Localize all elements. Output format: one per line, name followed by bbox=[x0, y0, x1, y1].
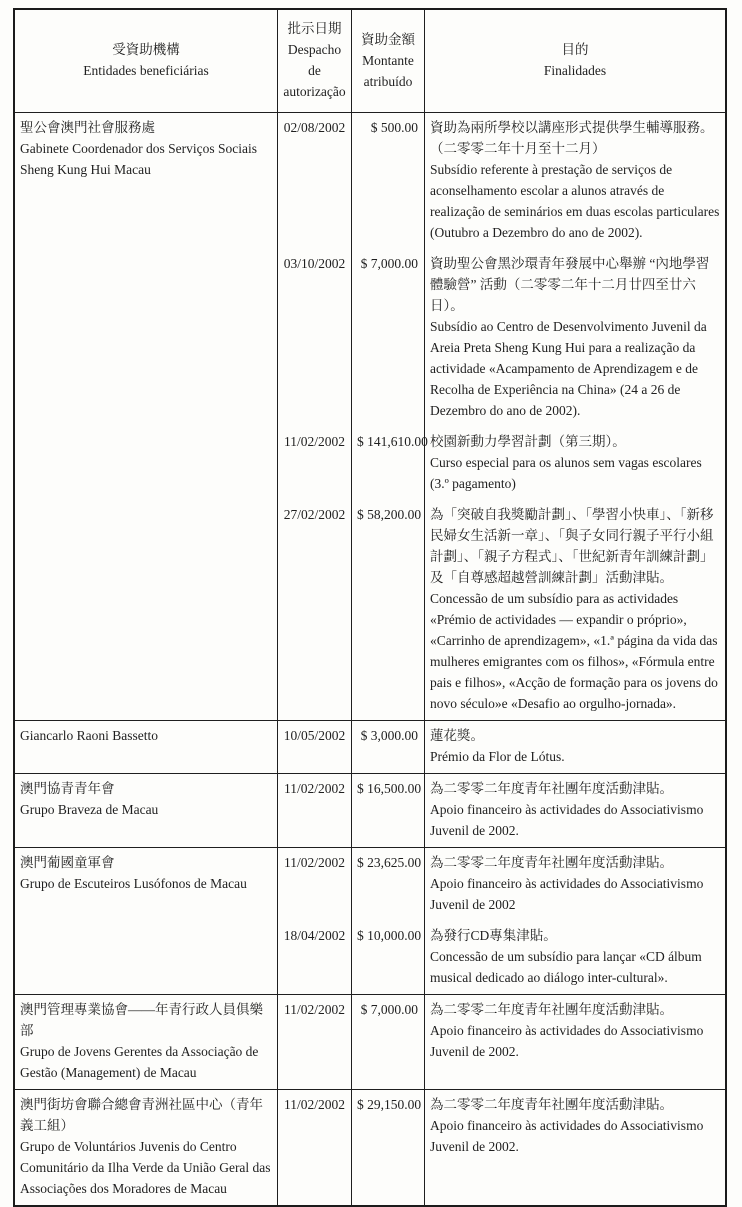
purpose-zh: 資助聖公會黑沙環青年發展中心舉辦 “內地學習體驗營” 活動（二零零二年十二月廿四至廿六日）。 bbox=[430, 256, 710, 313]
entity-name-zh: 澳門街坊會聯合總會青洲社區中心（青年義工組） bbox=[20, 1097, 263, 1133]
purpose-pt: Prémio da Flor de Lótus. bbox=[430, 749, 565, 764]
amount-cell: $ 7,000.00 bbox=[352, 249, 425, 427]
date-cell: 27/02/2002 bbox=[278, 500, 352, 720]
entity-name-zh: 澳門葡國童軍會 bbox=[20, 855, 115, 870]
header-amount-zh: 資助金額 bbox=[361, 31, 415, 47]
entity-cell bbox=[15, 112, 278, 720]
header-amount bbox=[352, 10, 425, 112]
amount-cell: $ 10,000.00 bbox=[352, 921, 425, 994]
purpose-zh: 為二零零二年度青年社團年度活動津貼。 bbox=[430, 855, 673, 870]
purpose-cell bbox=[425, 1089, 725, 1205]
date-cell: 11/02/2002 bbox=[278, 427, 352, 500]
purpose-pt: Apoio financeiro às actividades do Associativismo Juvenil de 2002. bbox=[430, 802, 704, 838]
purpose-cell bbox=[425, 249, 725, 427]
entity-cell bbox=[15, 720, 278, 773]
purpose-zh: 資助為兩所學校以講座形式提供學生輔導服務。（二零零二年十月至十二月） bbox=[430, 120, 714, 156]
header-purpose bbox=[425, 10, 725, 112]
amount-cell: $ 500.00 bbox=[352, 112, 425, 249]
entity-name-pt: Grupo de Voluntários Juvenis do Centro Comunitário da Ilha Verde da União Geral das Associações dos Moradores de Macau bbox=[20, 1139, 271, 1196]
purpose-zh: 為發行CD專集津貼。 bbox=[430, 928, 557, 943]
purpose-pt: Apoio financeiro às actividades do Associativismo Juvenil de 2002. bbox=[430, 1023, 704, 1059]
subsidy-table bbox=[13, 8, 727, 1207]
amount-cell: $ 7,000.00 bbox=[352, 994, 425, 1089]
purpose-pt: Curso especial para os alunos sem vagas escolares (3.º pagamento) bbox=[430, 455, 702, 491]
purpose-cell bbox=[425, 500, 725, 720]
header-entity bbox=[15, 10, 278, 112]
entity-name-zh: 澳門協青青年會 bbox=[20, 781, 115, 796]
date-cell: 11/02/2002 bbox=[278, 994, 352, 1089]
date-cell: 11/02/2002 bbox=[278, 1089, 352, 1205]
date-cell: 11/02/2002 bbox=[278, 773, 352, 847]
amount-cell: $ 3,000.00 bbox=[352, 720, 425, 773]
purpose-cell bbox=[425, 921, 725, 994]
purpose-cell bbox=[425, 720, 725, 773]
purpose-cell bbox=[425, 112, 725, 249]
date-cell: 03/10/2002 bbox=[278, 249, 352, 427]
entity-cell bbox=[15, 994, 278, 1089]
date-cell: 11/02/2002 bbox=[278, 847, 352, 921]
entity-name-pt: Grupo Braveza de Macau bbox=[20, 802, 159, 817]
amount-cell: $ 16,500.00 bbox=[352, 773, 425, 847]
purpose-zh: 為「突破自我獎勵計劃」、「學習小快車」、「新移民婦女生活新一章」、「與子女同行親子平行小組計劃」、「親子方程式」、「世紀新青年訓練計劃」及「自尊感超越營訓練計劃」活動津貼。 bbox=[430, 507, 714, 585]
header-amount-pt: Montante atribuído bbox=[362, 52, 414, 89]
amount-cell: $ 141,610.00 bbox=[352, 427, 425, 500]
purpose-cell bbox=[425, 994, 725, 1089]
purpose-zh: 校園新動力學習計劃（第三期）。 bbox=[430, 434, 626, 449]
amount-cell: $ 23,625.00 bbox=[352, 847, 425, 921]
amount-cell: $ 58,200.00 bbox=[352, 500, 425, 720]
purpose-pt: Subsídio ao Centro de Desenvolvimento Juvenil da Areia Preta Sheng Kung Hui para a realização da actividade «Acampamento de Aprendizagem e de Recolha de Experiência na China» (24 a 26 de Dezembro do ano de 2002). bbox=[430, 319, 707, 418]
entity-name-pt: Gabinete Coordenador dos Serviços Sociais Sheng Kung Hui Macau bbox=[20, 141, 257, 177]
entity-name-zh: 澳門管理專業協會——年青行政人員俱樂部 bbox=[20, 1002, 263, 1038]
header-date bbox=[278, 10, 352, 112]
purpose-cell bbox=[425, 773, 725, 847]
date-cell: 10/05/2002 bbox=[278, 720, 352, 773]
purpose-cell bbox=[425, 847, 725, 921]
entity-name-pt: Grupo de Jovens Gerentes da Associação de Gestão (Management) de Macau bbox=[20, 1044, 259, 1080]
entity-cell bbox=[15, 773, 278, 847]
purpose-zh: 為二零零二年度青年社團年度活動津貼。 bbox=[430, 1097, 673, 1112]
purpose-pt: Apoio financeiro às actividades do Associativismo Juvenil de 2002 bbox=[430, 876, 704, 912]
header-entity-zh: 受資助機構 bbox=[112, 42, 180, 57]
header-date-pt: Despacho de autorização bbox=[283, 42, 346, 99]
entity-name-pt: Giancarlo Raoni Bassetto bbox=[20, 728, 158, 743]
header-purpose-zh: 目的 bbox=[561, 42, 589, 57]
purpose-zh: 為二零零二年度青年社團年度活動津貼。 bbox=[430, 781, 673, 796]
purpose-zh: 蓮花獎。 bbox=[430, 728, 484, 743]
entity-name-pt: Grupo de Escuteiros Lusófonos de Macau bbox=[20, 876, 247, 891]
header-date-zh: 批示日期 bbox=[287, 21, 342, 36]
purpose-cell bbox=[425, 427, 725, 500]
entity-name-zh: 聖公會澳門社會服務處 bbox=[20, 120, 155, 135]
purpose-pt: Apoio financeiro às actividades do Associativismo Juvenil de 2002. bbox=[430, 1118, 704, 1154]
purpose-pt: Concessão de um subsídio para as actividades «Prémio de actividades — expandir o próprio», «Carrinho de aprendizagem», «1.ª página da vida das mulheres emigrantes com os filhos», «Fórmula entre pais e filhos», «Acção de formação para os jovens do novo século»e «Desafio ao orgulho-jornada». bbox=[430, 591, 718, 711]
purpose-pt: Subsídio referente à prestação de serviços de aconselhamento escolar a alunos através de realização de seminários em duas escolas particulares (Outubro a Dezembro do ano de 2002). bbox=[430, 162, 720, 240]
purpose-pt: Concessão de um subsídio para lançar «CD álbum musical dedicado ao diálogo inter-cultural». bbox=[430, 949, 702, 985]
entity-cell bbox=[15, 1089, 278, 1205]
date-cell: 02/08/2002 bbox=[278, 112, 352, 249]
entity-cell bbox=[15, 847, 278, 994]
purpose-zh: 為二零零二年度青年社團年度活動津貼。 bbox=[430, 1002, 673, 1017]
amount-cell: $ 29,150.00 bbox=[352, 1089, 425, 1205]
header-entity-pt: Entidades beneficiárias bbox=[83, 63, 209, 78]
date-cell: 18/04/2002 bbox=[278, 921, 352, 994]
header-purpose-pt: Finalidades bbox=[543, 63, 607, 78]
